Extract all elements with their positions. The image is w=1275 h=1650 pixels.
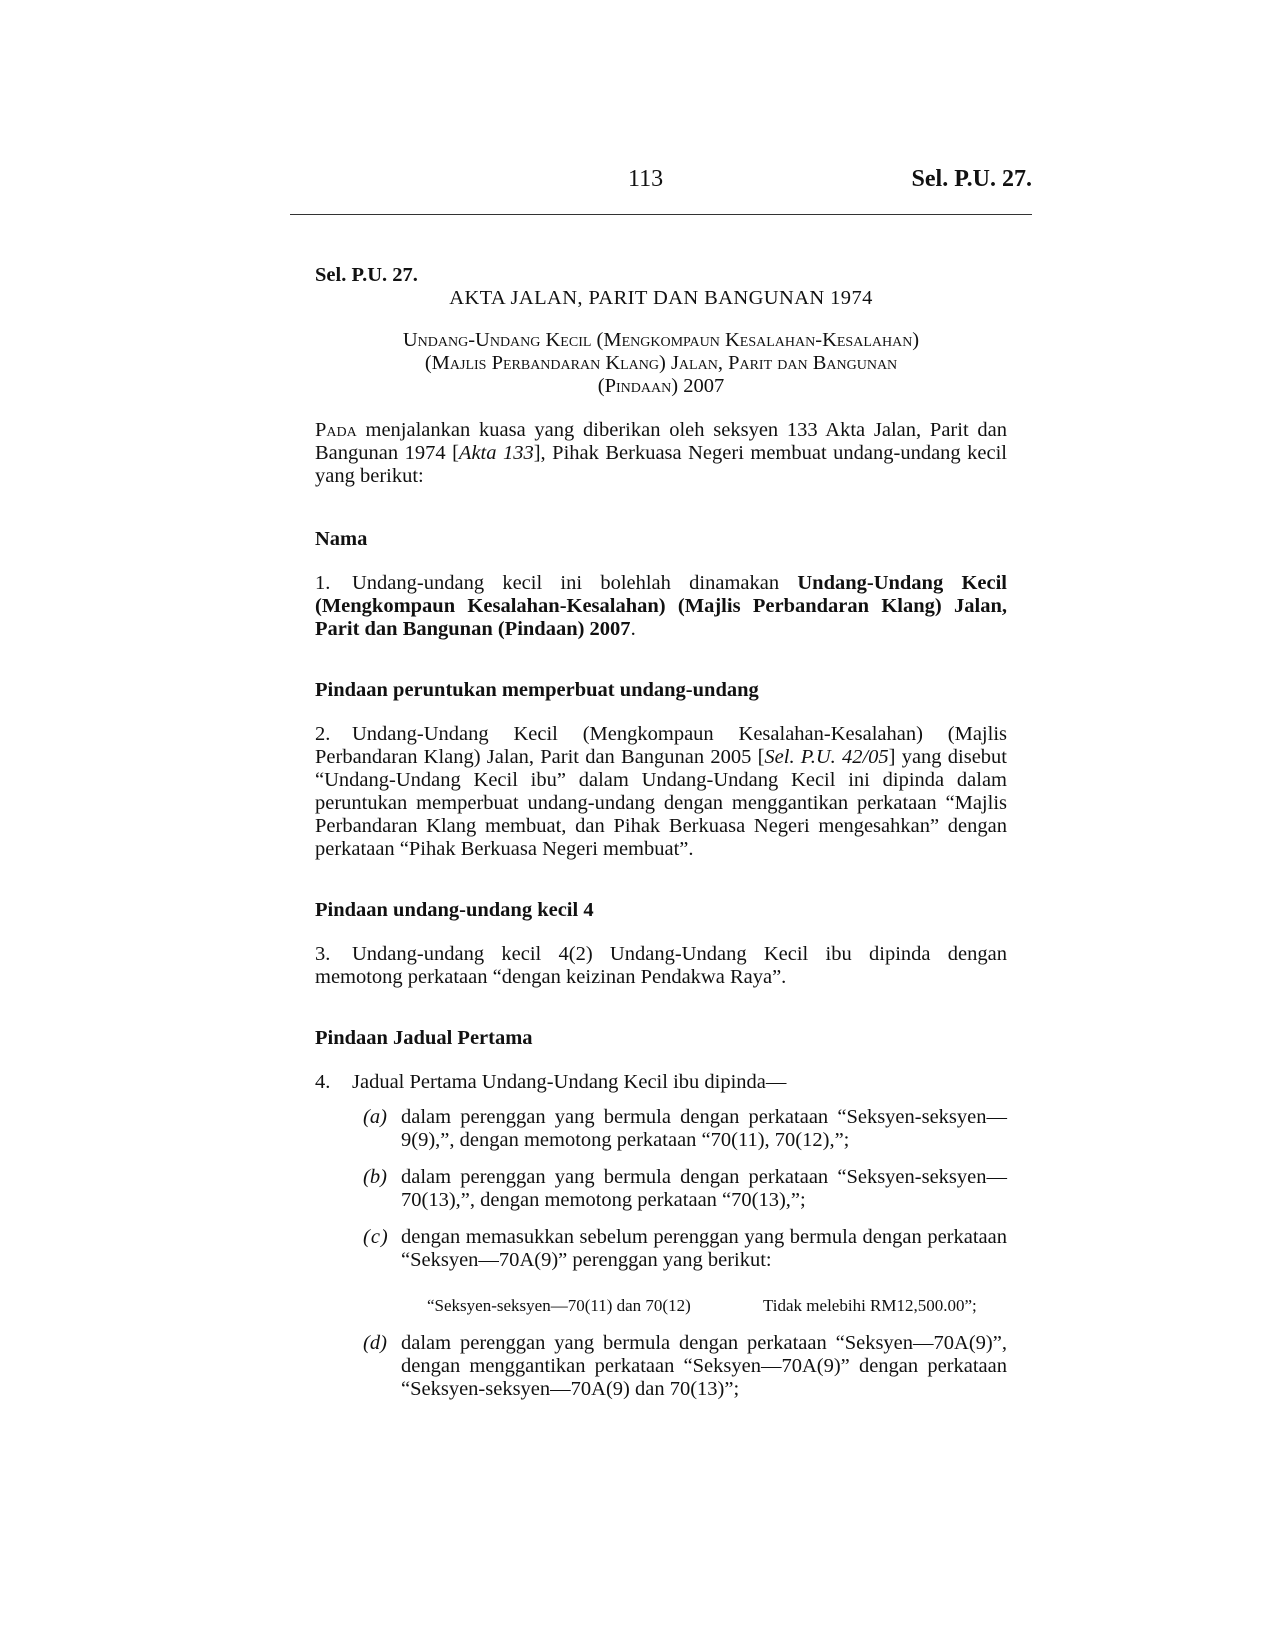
header-rule [290,214,1032,215]
section-paragraph: 4. Jadual Pertama Undang-Undang Kecil ibu dipinda— [315,1071,787,1093]
section-heading: Pindaan peruntukan memperbuat undang-undang [315,679,759,701]
section-number: 2. [315,723,331,745]
item-label: (c) [363,1226,389,1248]
schedule-entry [315,1292,1007,1318]
section-paragraph: 1. Undang-undang kecil ini bolehlah dinamakan Undang-Undang Kecil (Mengkompaun Kesalahan-Kesalahan) (Majlis Perbandaran Klang) Jalan, Parit dan Bangunan (Pindaan) 2007. [315,572,1007,640]
section-number: 1. [315,572,331,594]
schedule-offence: “Seksyen-seksyen—70(11) dan 70(12) [427,1296,691,1315]
section-heading: Pindaan undang-undang kecil 4 [315,899,594,921]
list-item: (d) dalam perenggan yang bermula dengan perkataan “Seksyen—70A(9)”, dengan menggantikan perkataan “Seksyen—70A(9)” dengan perkataan “Seksyen-seksyen—70A(9) dan 70(13)”; [363,1332,1007,1400]
section-paragraph: 3. Undang-undang kecil 4(2) Undang-Undang Kecil ibu dipinda dengan memotong perkataan “dengan keizinan Pendakwa Raya”. [315,943,1007,988]
title-line: (Majlis Perbandaran Klang) Jalan, Parit dan Bangunan [424,352,898,374]
section-number: 3. [315,943,331,965]
schedule-amount: Tidak melebihi RM12,500.00”; [763,1296,977,1315]
item-label: (b) [363,1166,387,1188]
list-item: (a) dalam perenggan yang bermula dengan perkataan “Seksyen-seksyen—9(9),”, dengan memotong perkataan “70(11), 70(12),”; [363,1106,1007,1151]
title-line: (Pindaan) 2007 [597,375,725,397]
section-paragraph: 2. Undang-Undang Kecil (Mengkompaun Kesalahan-Kesalahan) (Majlis Perbandaran Klang) Jalan, Parit dan Bangunan 2005 [Sel. P.U. 42/05] yang disebut “Undang-Undang Kecil ibu” dalam Undang-Undang Kecil ini dipinda dalam peruntukan memperbuat undang-undang dengan menggantikan perkataan “Majlis Perbandaran Klang membuat, dan Pihak Berkuasa Negeri mengesahkan” dengan perkataan “Pihak Berkuasa Negeri membuat”. [315,723,1007,860]
section-number: 4. [315,1071,331,1093]
list-item: (c) dengan memasukkan sebelum perenggan yang bermula dengan perkataan “Seksyen—70A(9)” perenggan yang berikut: [363,1226,1007,1271]
item-label: (a) [363,1106,387,1128]
document-body [315,264,1007,1401]
header-reference: Sel. P.U. 27. [911,166,1032,192]
citation: Sel. P.U. 42/05 [764,746,889,768]
amendment-list [315,1106,1007,1401]
act-title: AKTA JALAN, PARIT DAN BANGUNAN 1974 [449,287,873,309]
reference-line: Sel. P.U. 27. [315,264,418,286]
bylaw-citation-title: Undang-Undang Kecil (Mengkompaun Kesalahan-Kesalahan) (Majlis Perbandaran Klang) Jalan, Parit dan Bangunan (Pindaan) 2007 [315,572,1007,640]
preamble: Pada menjalankan kuasa yang diberikan oleh seksyen 133 Akta Jalan, Parit dan Bangunan 1974 [Akta 133], Pihak Berkuasa Negeri membuat undang-undang kecil yang berikut: [315,419,1007,487]
preamble-lead-word: Pada [315,419,357,441]
item-label: (d) [363,1332,387,1354]
list-item: (b) dalam perenggan yang bermula dengan perkataan “Seksyen-seksyen—70(13),”, dengan memotong perkataan “70(13),”; [363,1166,1007,1211]
bylaw-title [315,329,1007,398]
page-number: 113 [628,166,664,192]
section-heading: Nama [315,528,368,550]
citation: Akta 133 [458,442,534,464]
section-heading: Pindaan Jadual Pertama [315,1027,533,1049]
title-line: Undang-Undang Kecil (Mengkompaun Kesalahan-Kesalahan) [402,329,920,351]
